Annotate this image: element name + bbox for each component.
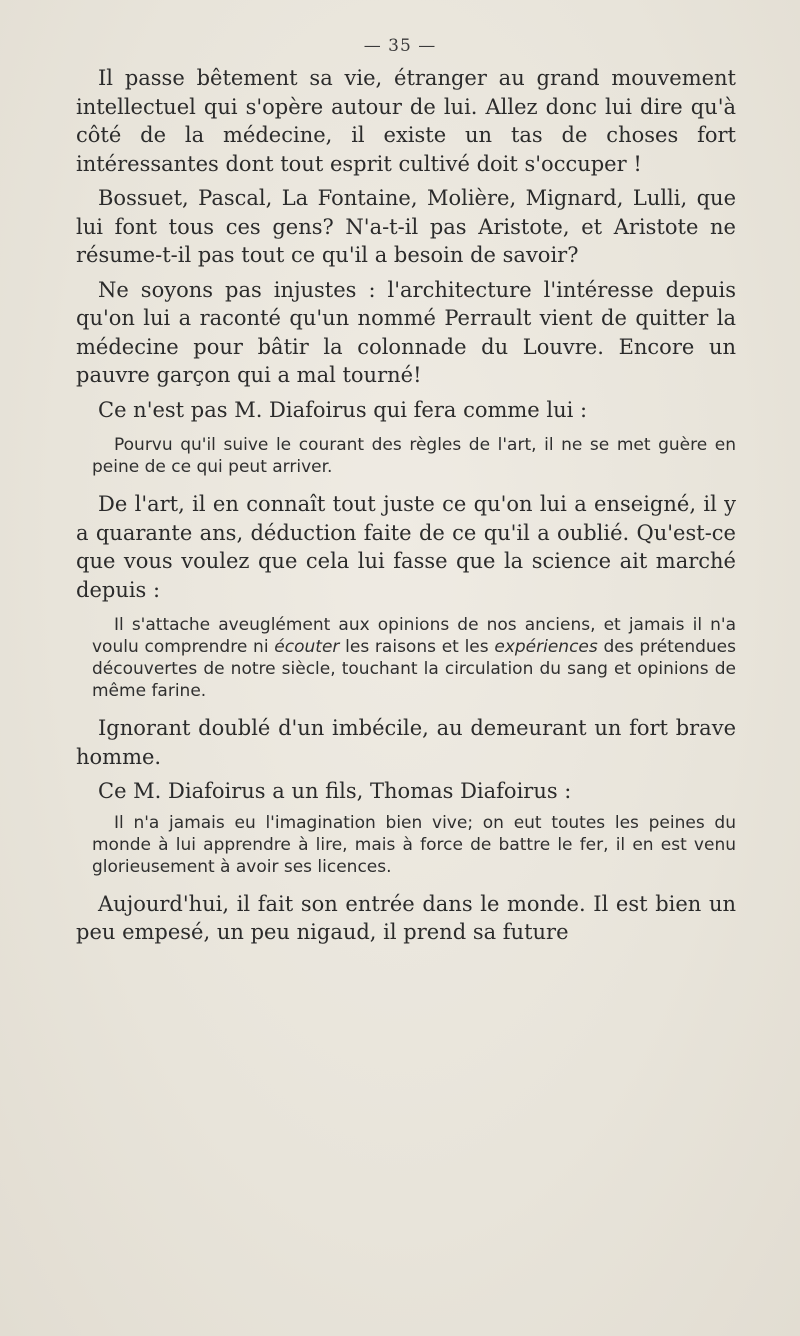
page-body: [76, 64, 736, 953]
paragraph-1: Il passe bêtement sa vie, étranger au grand mouvement intellectuel qui s'opère autour de lui. Allez donc lui dire qu'à côté de la médecine, il existe un tas de choses fort intéressantes dont tout esprit cultivé doit s'occuper !: [76, 66, 736, 176]
quote-2-italic-experiences: expériences: [494, 637, 598, 657]
paragraph-7: Ce M. Diafoirus a un fils, Thomas Diafoirus :: [98, 779, 572, 803]
quote-2-part-3: des prétendues découvertes de notre siècle, touchant la circulation du sang et opinions de même farine.: [92, 637, 736, 701]
paragraph-5: De l'art, il en connaît tout juste ce qu'on lui a enseigné, il y a quarante ans, déduction faite de ce qu'il a oublié. Qu'est-ce que vous voulez que cela lui fasse que la science ait marché depuis :: [76, 492, 736, 602]
quote-2-part-1: Il s'attache aveuglément aux opinions de nos anciens, et jamais il n'a voulu comprendre ni: [92, 615, 736, 657]
paragraph-8: Aujourd'hui, il fait son entrée dans le monde. Il est bien un peu empesé, un peu nigaud, il prend sa future: [76, 891, 736, 944]
page-number: — 35 —: [363, 36, 437, 56]
quote-2: [92, 614, 736, 702]
quote-2-italic-ecouter: écouter: [274, 637, 340, 657]
quote-2-part-2: les raisons et les: [339, 637, 495, 657]
quote-1: Pourvu qu'il suive le courant des règles de l'art, il ne se met guère en peine de ce qui peut arriver.: [92, 435, 736, 477]
paragraph-6: Ignorant doublé d'un imbécile, au demeurant un fort brave homme.: [76, 716, 736, 769]
paragraph-2: Bossuet, Pascal, La Fontaine, Molière, Mignard, Lulli, que lui font tous ces gens? N'a-t-il pas Aristote, et Aristote ne résume-t-il pas tout ce qu'il a besoin de savoir?: [76, 186, 736, 267]
quote-3: Il n'a jamais eu l'imagination bien vive; on eut toutes les peines du monde à lui apprendre à lire, mais à force de battre le fer, il en est venu glorieusement à avoir ses licences.: [92, 812, 736, 877]
paragraph-4: Ce n'est pas M. Diafoirus qui fera comme lui :: [98, 397, 588, 422]
paragraph-3: Ne soyons pas injustes : l'architecture l'intéresse depuis qu'on lui a raconté qu'un nommé Perrault vient de quitter la médecine pour bâtir la colonnade du Louvre. Encore un pauvre garçon qui a mal tourné!: [76, 277, 736, 387]
